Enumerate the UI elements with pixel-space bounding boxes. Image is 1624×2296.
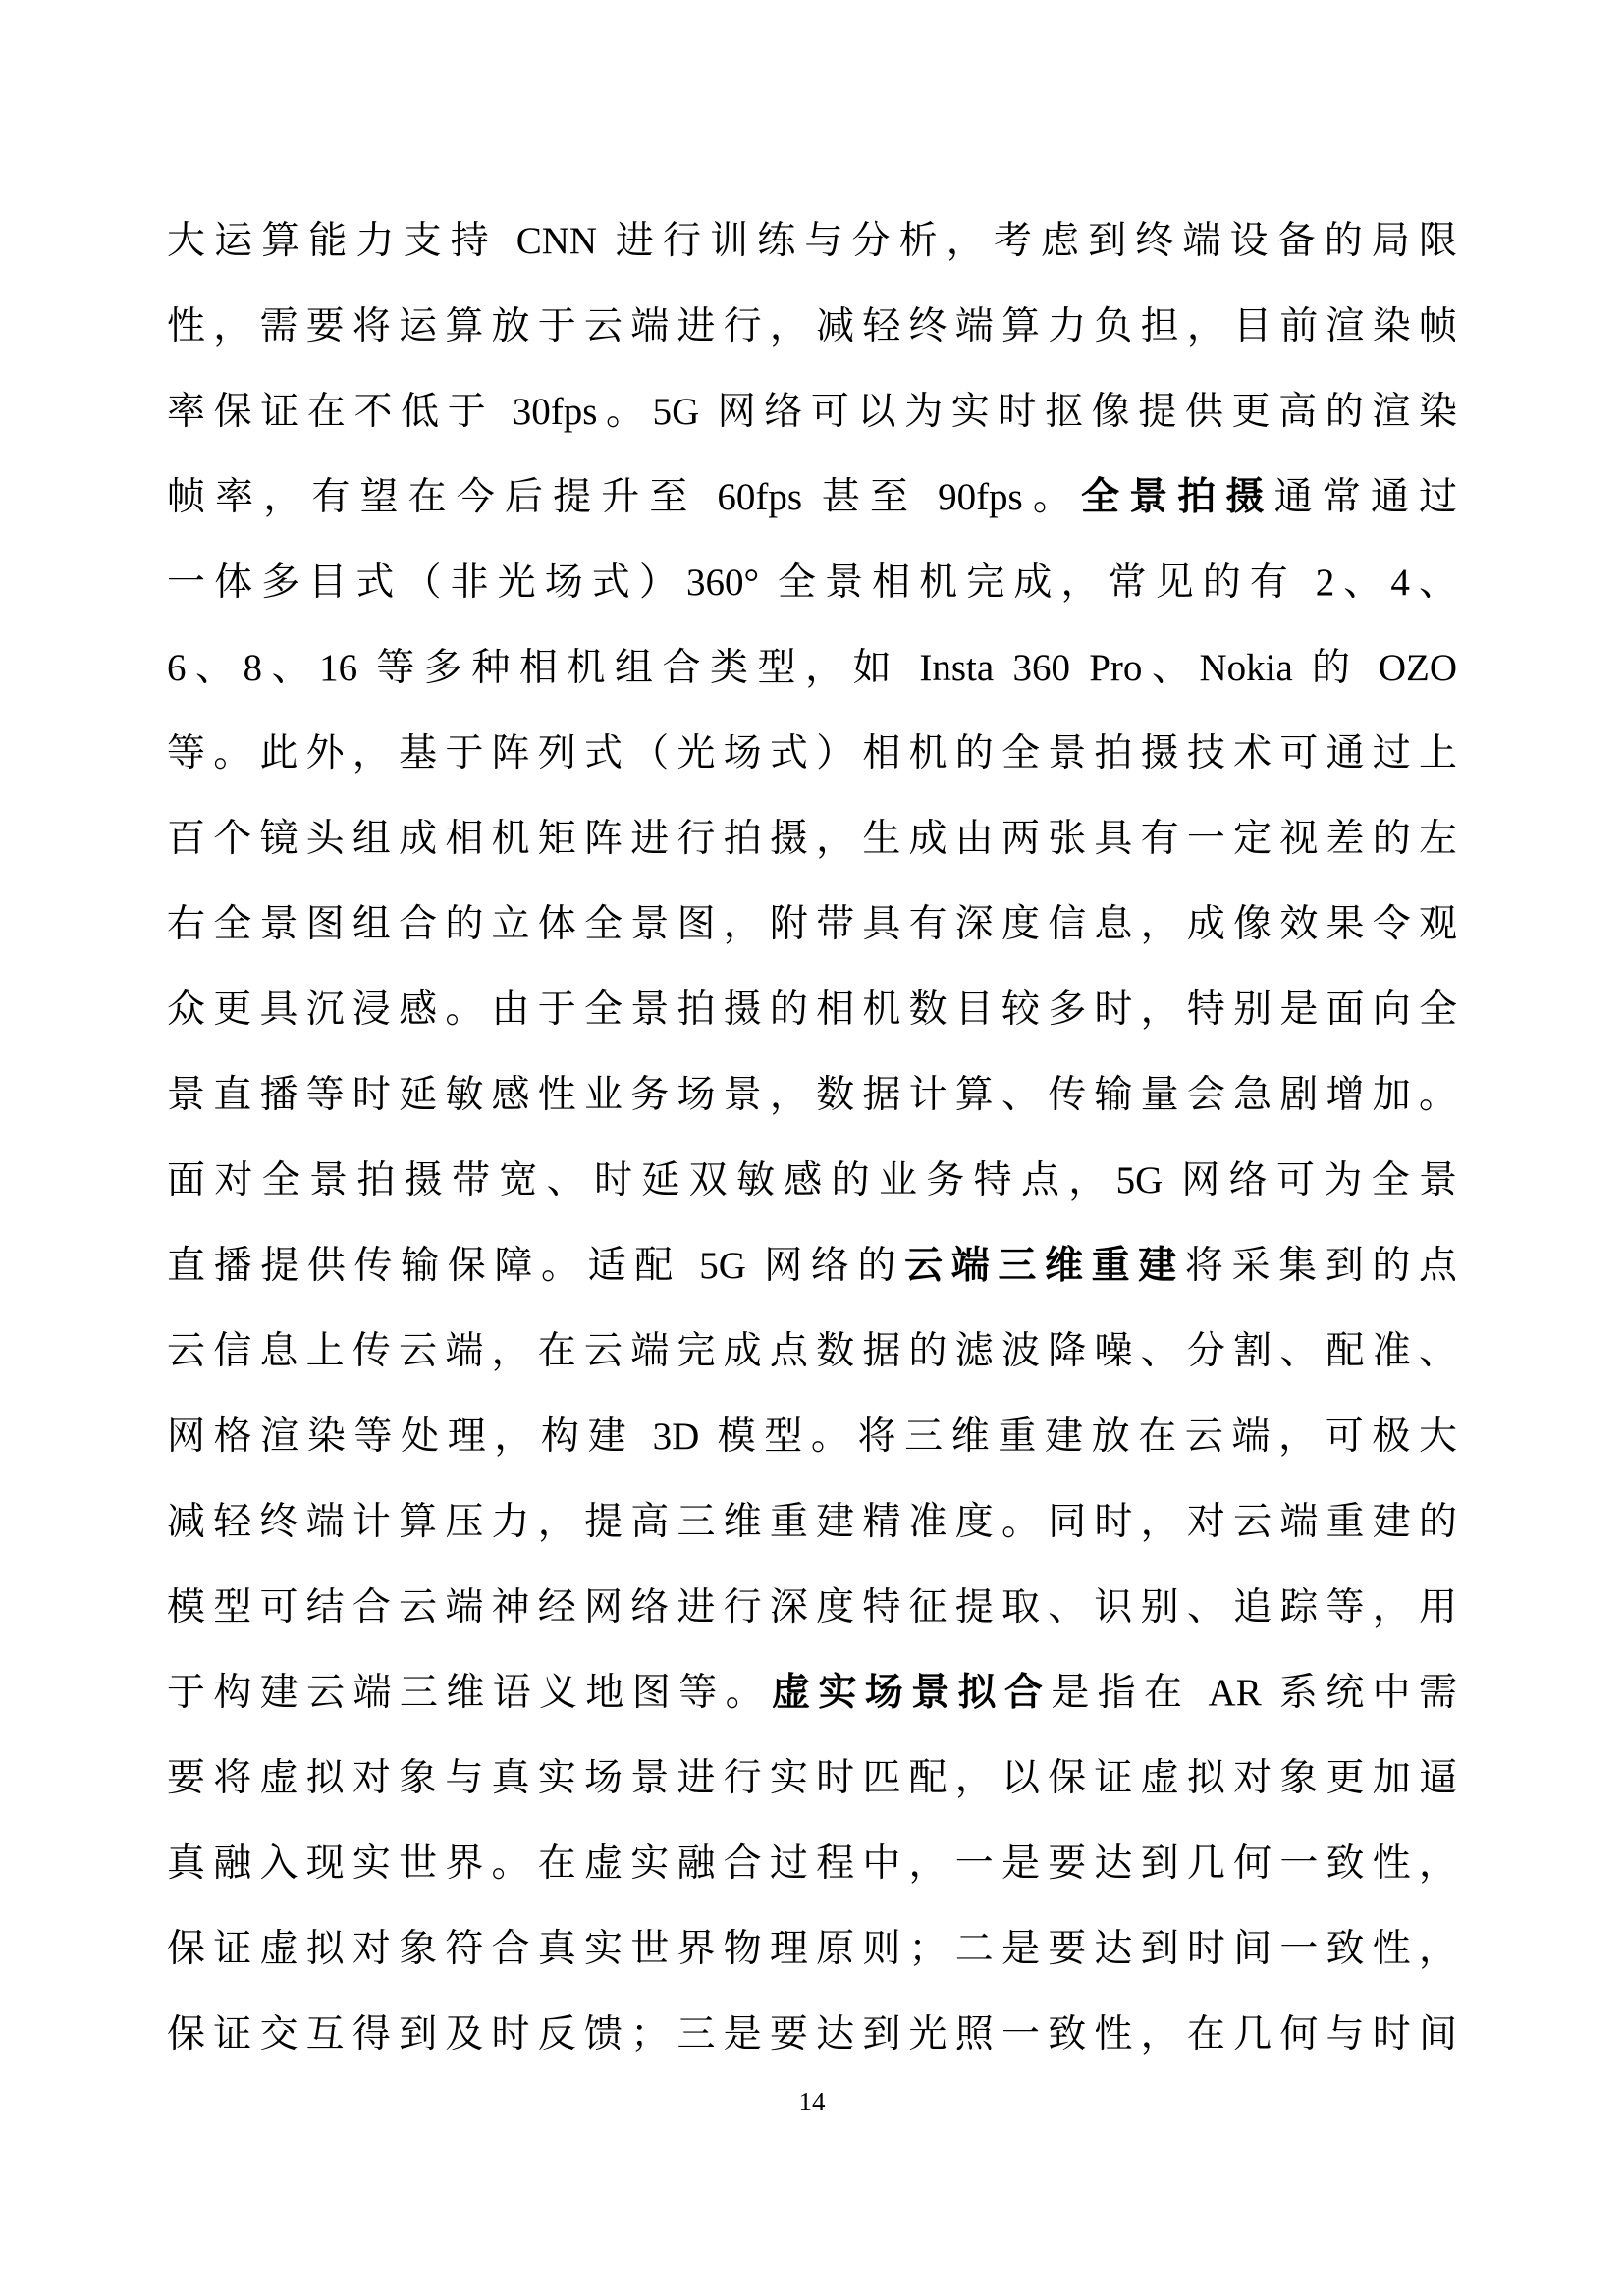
body-text-paragraph <box>167 198 1457 2077</box>
text-line <box>167 1992 1457 2077</box>
text-segment: 减轻终端计算压力，提高三维重建精准度。同时，对云端重建的 <box>167 1501 1457 1543</box>
text-segment: 模型可结合云端神经网络进行深度特征提取、识别、追踪等，用 <box>167 1586 1457 1629</box>
text-segment: 直播提供传输保障。适配 5G 网络的 <box>167 1245 905 1287</box>
text-segment: 于构建云端三维语义地图等。 <box>167 1672 772 1714</box>
text-line <box>167 1308 1457 1394</box>
text-line <box>167 711 1457 796</box>
text-segment: 真融入现实世界。在虚实融合过程中，一是要达到几何一致性， <box>167 1842 1457 1885</box>
text-line <box>167 1906 1457 1992</box>
text-segment: 率保证在不低于 30fps。5G 网络可以为实时抠像提供更高的渲染 <box>167 391 1457 433</box>
bold-key-term: 全景拍摄 <box>1081 476 1274 518</box>
text-segment: 通常通过 <box>1273 476 1457 518</box>
text-line <box>167 1223 1457 1308</box>
text-segment: 保证虚拟对象符合真实世界物理原则；二是要达到时间一致性， <box>167 1928 1457 1970</box>
text-line <box>167 881 1457 967</box>
text-line <box>167 796 1457 881</box>
text-segment: 性，需要将运算放于云端进行，减轻终端算力负担，目前渲染帧 <box>167 305 1457 347</box>
text-segment: 众更具沉浸感。由于全景拍摄的相机数目较多时，特别是面向全 <box>167 988 1457 1031</box>
text-segment: 云信息上传云端，在云端完成点数据的滤波降噪、分割、配准、 <box>167 1330 1457 1372</box>
text-line <box>167 1052 1457 1138</box>
text-line <box>167 369 1457 454</box>
bold-key-term: 云端三维重建 <box>904 1245 1185 1287</box>
text-segment: 网格渲染等处理，构建 3D 模型。将三维重建放在云端，可极大 <box>167 1415 1457 1458</box>
text-segment: 帧率，有望在今后提升至 60fps 甚至 90fps。 <box>167 476 1082 518</box>
text-line <box>167 1821 1457 1906</box>
text-line <box>167 1735 1457 1821</box>
text-segment: 景直播等时延敏感性业务场景，数据计算、传输量会急剧增加。 <box>167 1074 1457 1116</box>
text-line <box>167 284 1457 369</box>
text-segment: 面对全景拍摄带宽、时延双敏感的业务特点，5G 网络可为全景 <box>167 1159 1457 1201</box>
text-segment: 6、8、16 等多种相机组合类型，如 Insta 360 Pro、Nokia 的 OZO <box>167 647 1457 689</box>
text-line <box>167 1565 1457 1650</box>
text-segment: 保证交互得到及时反馈；三是要达到光照一致性，在几何与时间 <box>167 2013 1457 2056</box>
text-segment: 是指在 AR 系统中需 <box>1051 1672 1457 1714</box>
text-line <box>167 454 1457 540</box>
text-segment: 右全景图组合的立体全景图，附带具有深度信息，成像效果令观 <box>167 903 1457 945</box>
text-segment: 百个镜头组成相机矩阵进行拍摄，生成由两张具有一定视差的左 <box>167 818 1457 860</box>
text-line <box>167 1138 1457 1223</box>
text-line <box>167 1479 1457 1565</box>
text-segment: 一体多目式（非光场式）360° 全景相机完成，常见的有 2、4、 <box>167 561 1457 604</box>
bold-key-term: 虚实场景拟合 <box>771 1672 1052 1714</box>
text-line <box>167 540 1457 625</box>
text-line <box>167 198 1457 284</box>
text-segment: 要将虚拟对象与真实场景进行实时匹配，以保证虚拟对象更加逼 <box>167 1757 1457 1799</box>
text-line <box>167 1394 1457 1479</box>
text-line <box>167 625 1457 711</box>
text-segment: 大运算能力支持 CNN 进行训练与分析，考虑到终端设备的局限 <box>167 220 1457 262</box>
text-line <box>167 967 1457 1052</box>
text-line <box>167 1650 1457 1735</box>
text-segment: 等。此外，基于阵列式（光场式）相机的全景拍摄技术可通过上 <box>167 732 1457 774</box>
page-number: 14 <box>798 2087 826 2116</box>
text-segment: 将采集到的点 <box>1184 1245 1457 1287</box>
